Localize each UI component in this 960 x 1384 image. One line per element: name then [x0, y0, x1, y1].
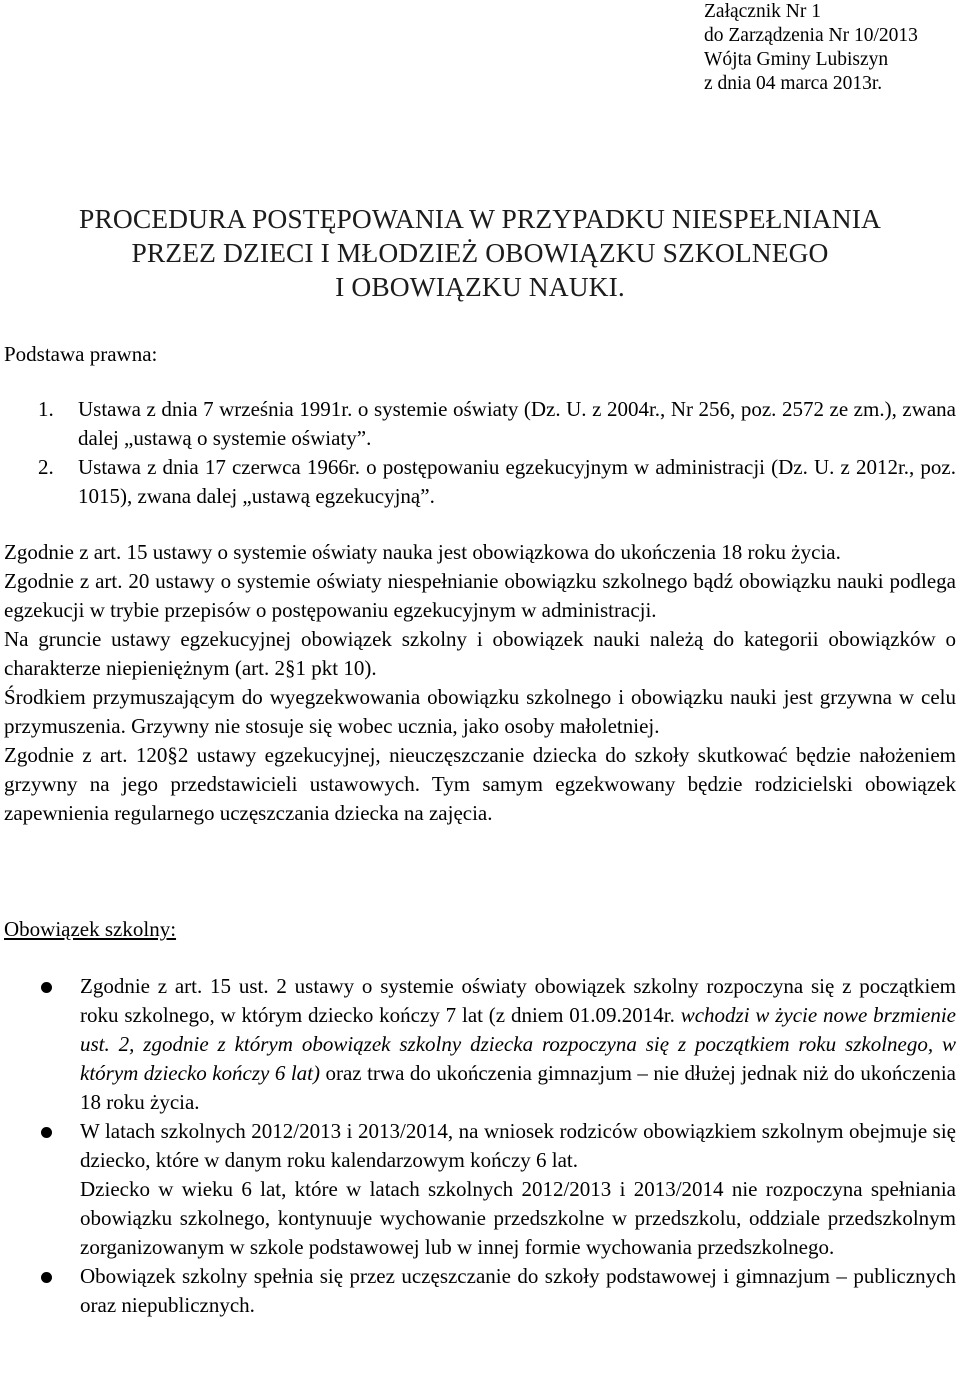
paragraph: Zgodnie z art. 15 ustawy o systemie oświaty nauka jest obowiązkowa do ukończenia 18 roku życia.	[4, 540, 841, 564]
bullet-text: W latach szkolnych 2012/2013 i 2013/2014, na wniosek rodziców obowiązkiem szkolnym obejmuje się dziecko, które w danym roku kalendarzowym kończy 6 lat.	[80, 1119, 956, 1172]
paragraph: Zgodnie z art. 120§2 ustawy egzekucyjnej, nieuczęszczanie dziecka do szkoły skutkować będzie nałożeniem grzywny na jego przedstawicieli ustawowych. Tym samym egzekwowany będzie rodzicielski obowiązek zapewnienia regularnego uczęszczania dziecka na zajęcia.	[4, 743, 956, 825]
item-text: Ustawa z dnia 7 września 1991r. o systemie oświaty (Dz. U. z 2004r., Nr 256, poz. 2572 ze zm.), zwana dalej „ustawą o systemie oświaty”.	[78, 397, 956, 450]
bullet-icon	[41, 1127, 52, 1138]
annex-line: do Zarządzenia Nr 10/2013	[704, 25, 918, 46]
obligation-bullet-list	[0, 972, 956, 1320]
bullet-item	[0, 1117, 956, 1262]
title-line: I OBOWIĄZKU NAUKI.	[335, 271, 625, 302]
annex-line: Wójta Gminy Lubiszyn	[704, 49, 889, 70]
bullet-icon	[41, 982, 52, 993]
item-number: 1.	[38, 397, 54, 421]
legal-basis-heading: Podstawa prawna:	[4, 342, 158, 366]
legal-basis-item	[38, 453, 956, 511]
bullet-text: Dziecko w wieku 6 lat, które w latach szkolnych 2012/2013 i 2013/2014 nie rozpoczyna spełniania obowiązku szkolnego, kontynuuje wychowanie przedszkolne w przedszkolu, oddziale przedszkolnym zorganizowanym w szkole podstawowej lub w innej formie wychowania przedszkolnego.	[80, 1177, 956, 1259]
bullet-icon	[41, 1272, 52, 1283]
legal-basis-item	[38, 395, 956, 453]
paragraph: Zgodnie z art. 20 ustawy o systemie oświaty niespełnianie obowiązku szkolnego bądź obowiązku nauki podlega egzekucji w trybie przepisów o postępowaniu egzekucyjnym w administracji.	[4, 569, 956, 622]
annex-line: z dnia 04 marca 2013r.	[704, 73, 883, 94]
annex-line: Załącznik Nr 1	[704, 1, 821, 22]
bullet-text: oraz trwa do ukończenia gimnazjum – nie dłużej jednak niż do ukończenia 18 roku życia.	[80, 1061, 956, 1114]
bullet-item	[0, 972, 956, 1117]
bullet-item	[0, 1262, 956, 1320]
body-text	[4, 538, 956, 828]
bullet-text: Zgodnie z art. 15 ust. 2 ustawy o systemie oświaty obowiązek szkolny rozpoczyna się z początkiem roku szkolnego, w którym dziecko kończy 7 lat (z dniem 01.09.2014r.	[80, 974, 956, 1027]
annex-header	[704, 0, 918, 96]
title-line: PRZEZ DZIECI I MŁODZIEŻ OBOWIĄZKU SZKOLNEGO	[131, 237, 829, 268]
item-text: Ustawa z dnia 17 czerwca 1966r. o postępowaniu egzekucyjnym w administracji (Dz. U. z 2012r., poz. 1015), zwana dalej „ustawą egzekucyjną”.	[78, 455, 956, 508]
bullet-italic-note: wchodzi w życie nowe brzmienie ust. 2, zgodnie z którym obowiązek szkolny dziecka rozpoczyna się z początkiem roku szkolnego, w którym dziecko kończy 6 lat)	[80, 1003, 956, 1085]
bullet-text: Obowiązek szkolny spełnia się przez uczęszczanie do szkoły podstawowej i gimnazjum – publicznych oraz niepublicznych.	[80, 1264, 956, 1317]
title-line: PROCEDURA POSTĘPOWANIA W PRZYPADKU NIESPEŁNIANIA	[79, 203, 881, 234]
item-number: 2.	[38, 455, 54, 479]
obligation-heading: Obowiązek szkolny:	[4, 917, 177, 941]
legal-basis-list	[38, 395, 956, 511]
document-title	[0, 202, 960, 304]
paragraph: Na gruncie ustawy egzekucyjnej obowiązek szkolny i obowiązek nauki należą do kategorii obowiązków o charakterze niepieniężnym (art. 2§1 pkt 10).	[4, 627, 956, 680]
paragraph: Środkiem przymuszającym do wyegzekwowania obowiązku szkolnego i obowiązku nauki jest grzywna w celu przymuszenia. Grzywny nie stosuje się wobec ucznia, jako osoby małoletniej.	[4, 685, 956, 738]
